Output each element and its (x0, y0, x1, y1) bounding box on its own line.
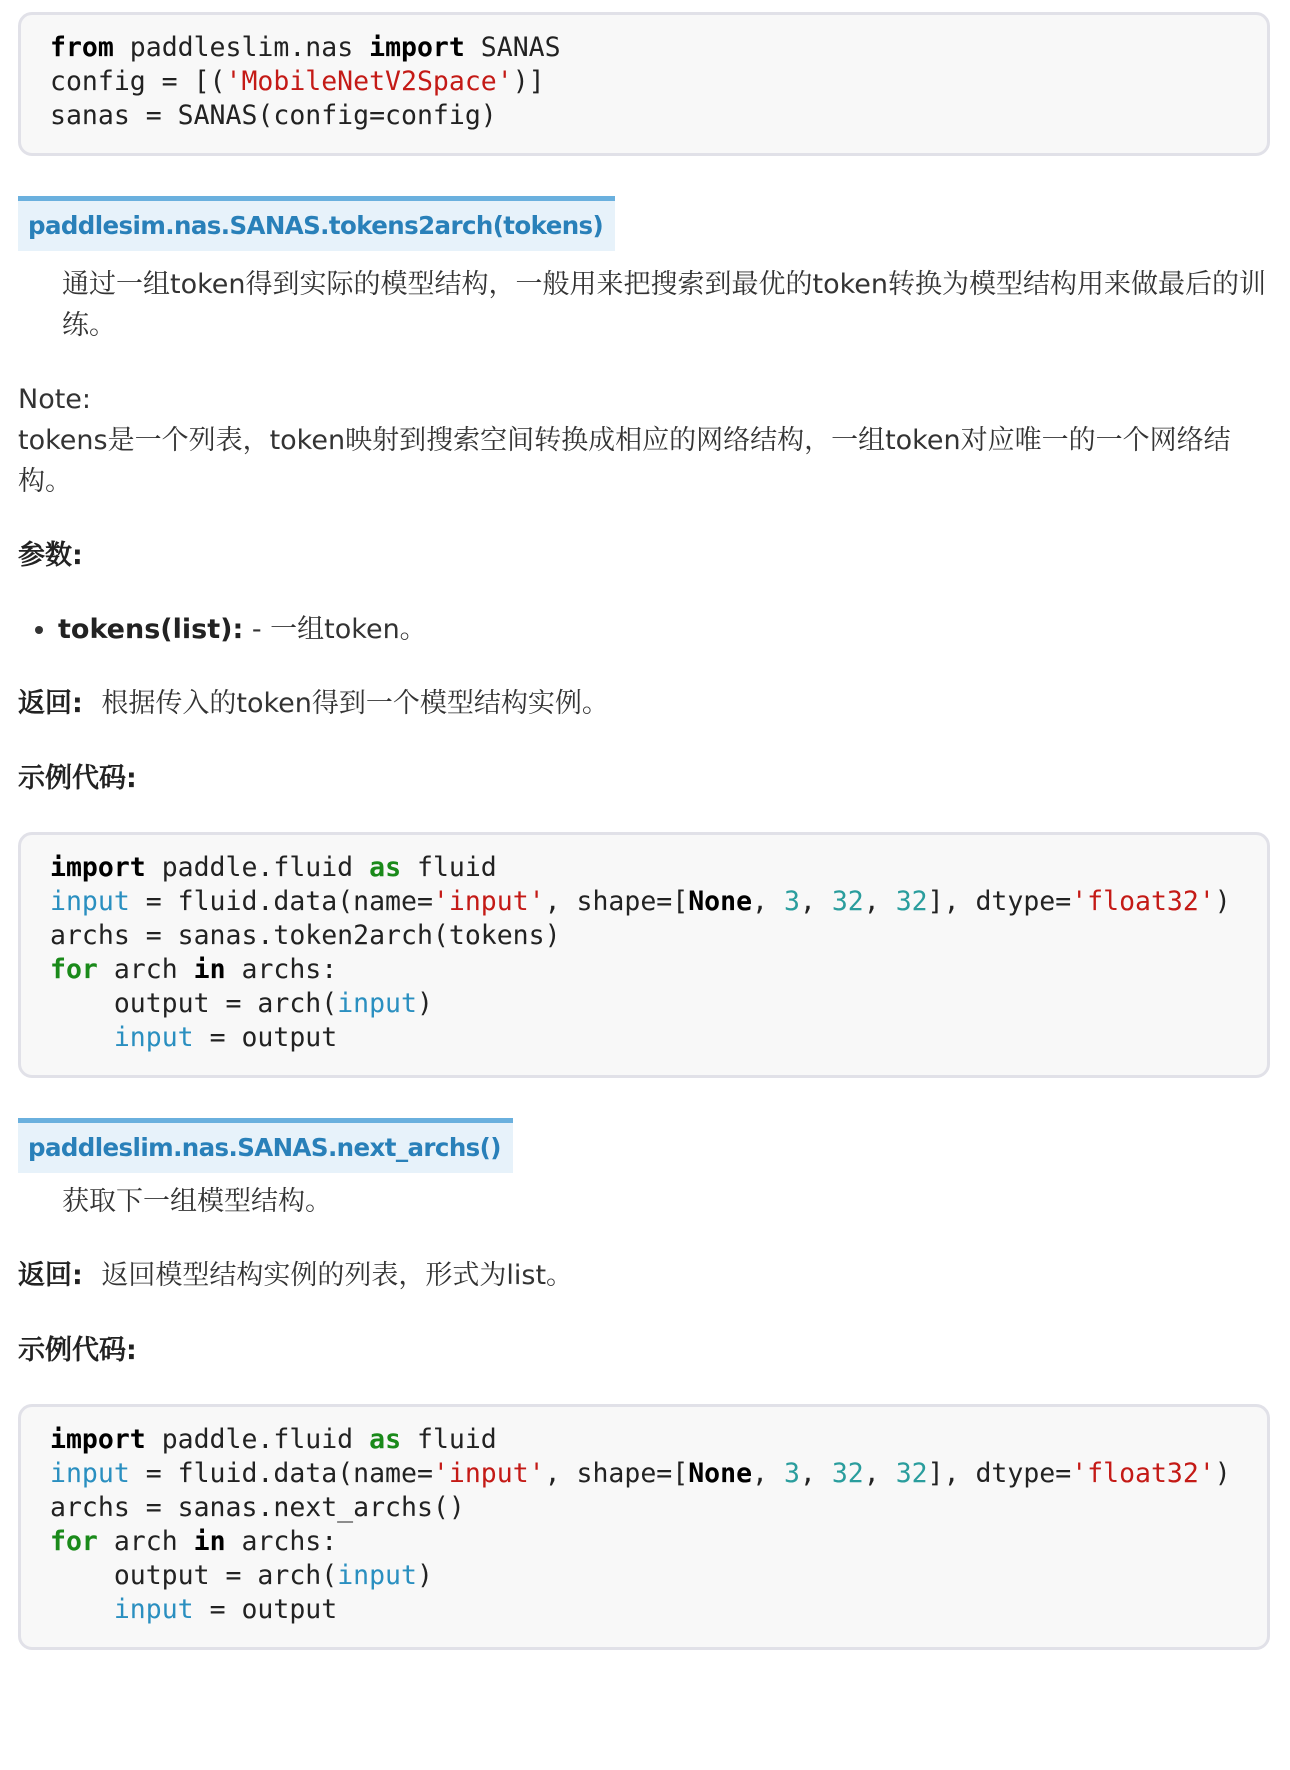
param-name: tokens(list): (58, 614, 244, 645)
code-text: from paddleslim.nas import SANAS config = [('MobileNetV2Space')] sanas = SANAS(config=config) (50, 32, 561, 131)
code-token: 32 (831, 886, 864, 917)
code-token: import (369, 32, 465, 63)
code-token: 'input' (432, 1458, 545, 1489)
note-label: Note: (18, 384, 92, 415)
returns-text: 返回模型结构实例的列表，形式为list。 (101, 1260, 574, 1291)
note-text: tokens是一个列表，token映射到搜索空间转换成相应的网络结构，一组token对应唯一的一个网络结构。 (18, 425, 1231, 497)
code-token: 'MobileNetV2Space' (225, 66, 513, 97)
api-description: 通过一组token得到实际的模型结构，一般用来把搜索到最优的token转换为模型结构用来做最后的训练。 (62, 269, 1267, 341)
code-block-next-archs[interactable] (18, 1404, 1270, 1650)
code-token: from (50, 32, 114, 63)
code-token: input (113, 1594, 194, 1625)
code-token: 3 (783, 1458, 800, 1489)
example-label: 示例代码: (18, 763, 137, 794)
code-token: None (688, 886, 753, 917)
code-token: input (337, 988, 417, 1019)
code-token: as (369, 1424, 402, 1455)
code-block-import[interactable] (18, 12, 1270, 156)
returns-label: 返回: (18, 688, 83, 719)
code-text: import paddle.fluid as fluid input = fluid.data(name='input', shape=[None, 3, 32, 32], dtype='float32') archs = sanas.token2arch(tokens) for arch in archs: output = arch(input) input = output (50, 852, 1231, 1053)
api-tokens2arch (18, 196, 1270, 1078)
param-description: - 一组token。 (243, 614, 427, 645)
code-text: import paddle.fluid as fluid input = fluid.data(name='input', shape=[None, 3, 32, 32], dtype='float32') archs = sanas.next_archs() for arch in archs: output = arch(input) input = output (50, 1424, 1231, 1625)
code-token: 'float32' (1071, 1458, 1215, 1489)
code-token: import (50, 852, 146, 883)
code-token: for (50, 1526, 98, 1557)
code-block-token2arch[interactable] (18, 832, 1270, 1078)
api-description: 获取下一组模型结构。 (62, 1186, 332, 1217)
code-token: input (337, 1560, 417, 1591)
api-signature[interactable]: paddlesim.nas.SANAS.tokens2arch(tokens) (18, 196, 615, 251)
code-token: in (193, 954, 226, 985)
param-item (58, 609, 1270, 650)
api-signature[interactable]: paddleslim.nas.SANAS.next_archs() (18, 1118, 513, 1173)
returns-text: 根据传入的token得到一个模型结构实例。 (101, 688, 609, 719)
param-list (18, 609, 1270, 650)
code-token: input (50, 886, 130, 917)
returns-line (18, 683, 1270, 724)
code-token: 32 (895, 886, 928, 917)
code-token: 'input' (432, 886, 545, 917)
code-token: in (193, 1526, 226, 1557)
code-token: 32 (831, 1458, 864, 1489)
returns-line (18, 1255, 1270, 1296)
code-token: input (50, 1458, 130, 1489)
code-token: for (50, 954, 98, 985)
code-token: None (688, 1458, 753, 1489)
returns-label: 返回: (18, 1260, 83, 1291)
code-token: as (369, 852, 402, 883)
code-token: import (50, 1424, 146, 1455)
doc-page (18, 12, 1270, 1650)
code-token: input (113, 1022, 194, 1053)
code-token: 3 (783, 886, 800, 917)
code-token: 'float32' (1071, 886, 1215, 917)
params-label: 参数: (18, 540, 83, 571)
code-token: 32 (895, 1458, 928, 1489)
api-next-archs (18, 1118, 1270, 1650)
example-label: 示例代码: (18, 1335, 137, 1366)
